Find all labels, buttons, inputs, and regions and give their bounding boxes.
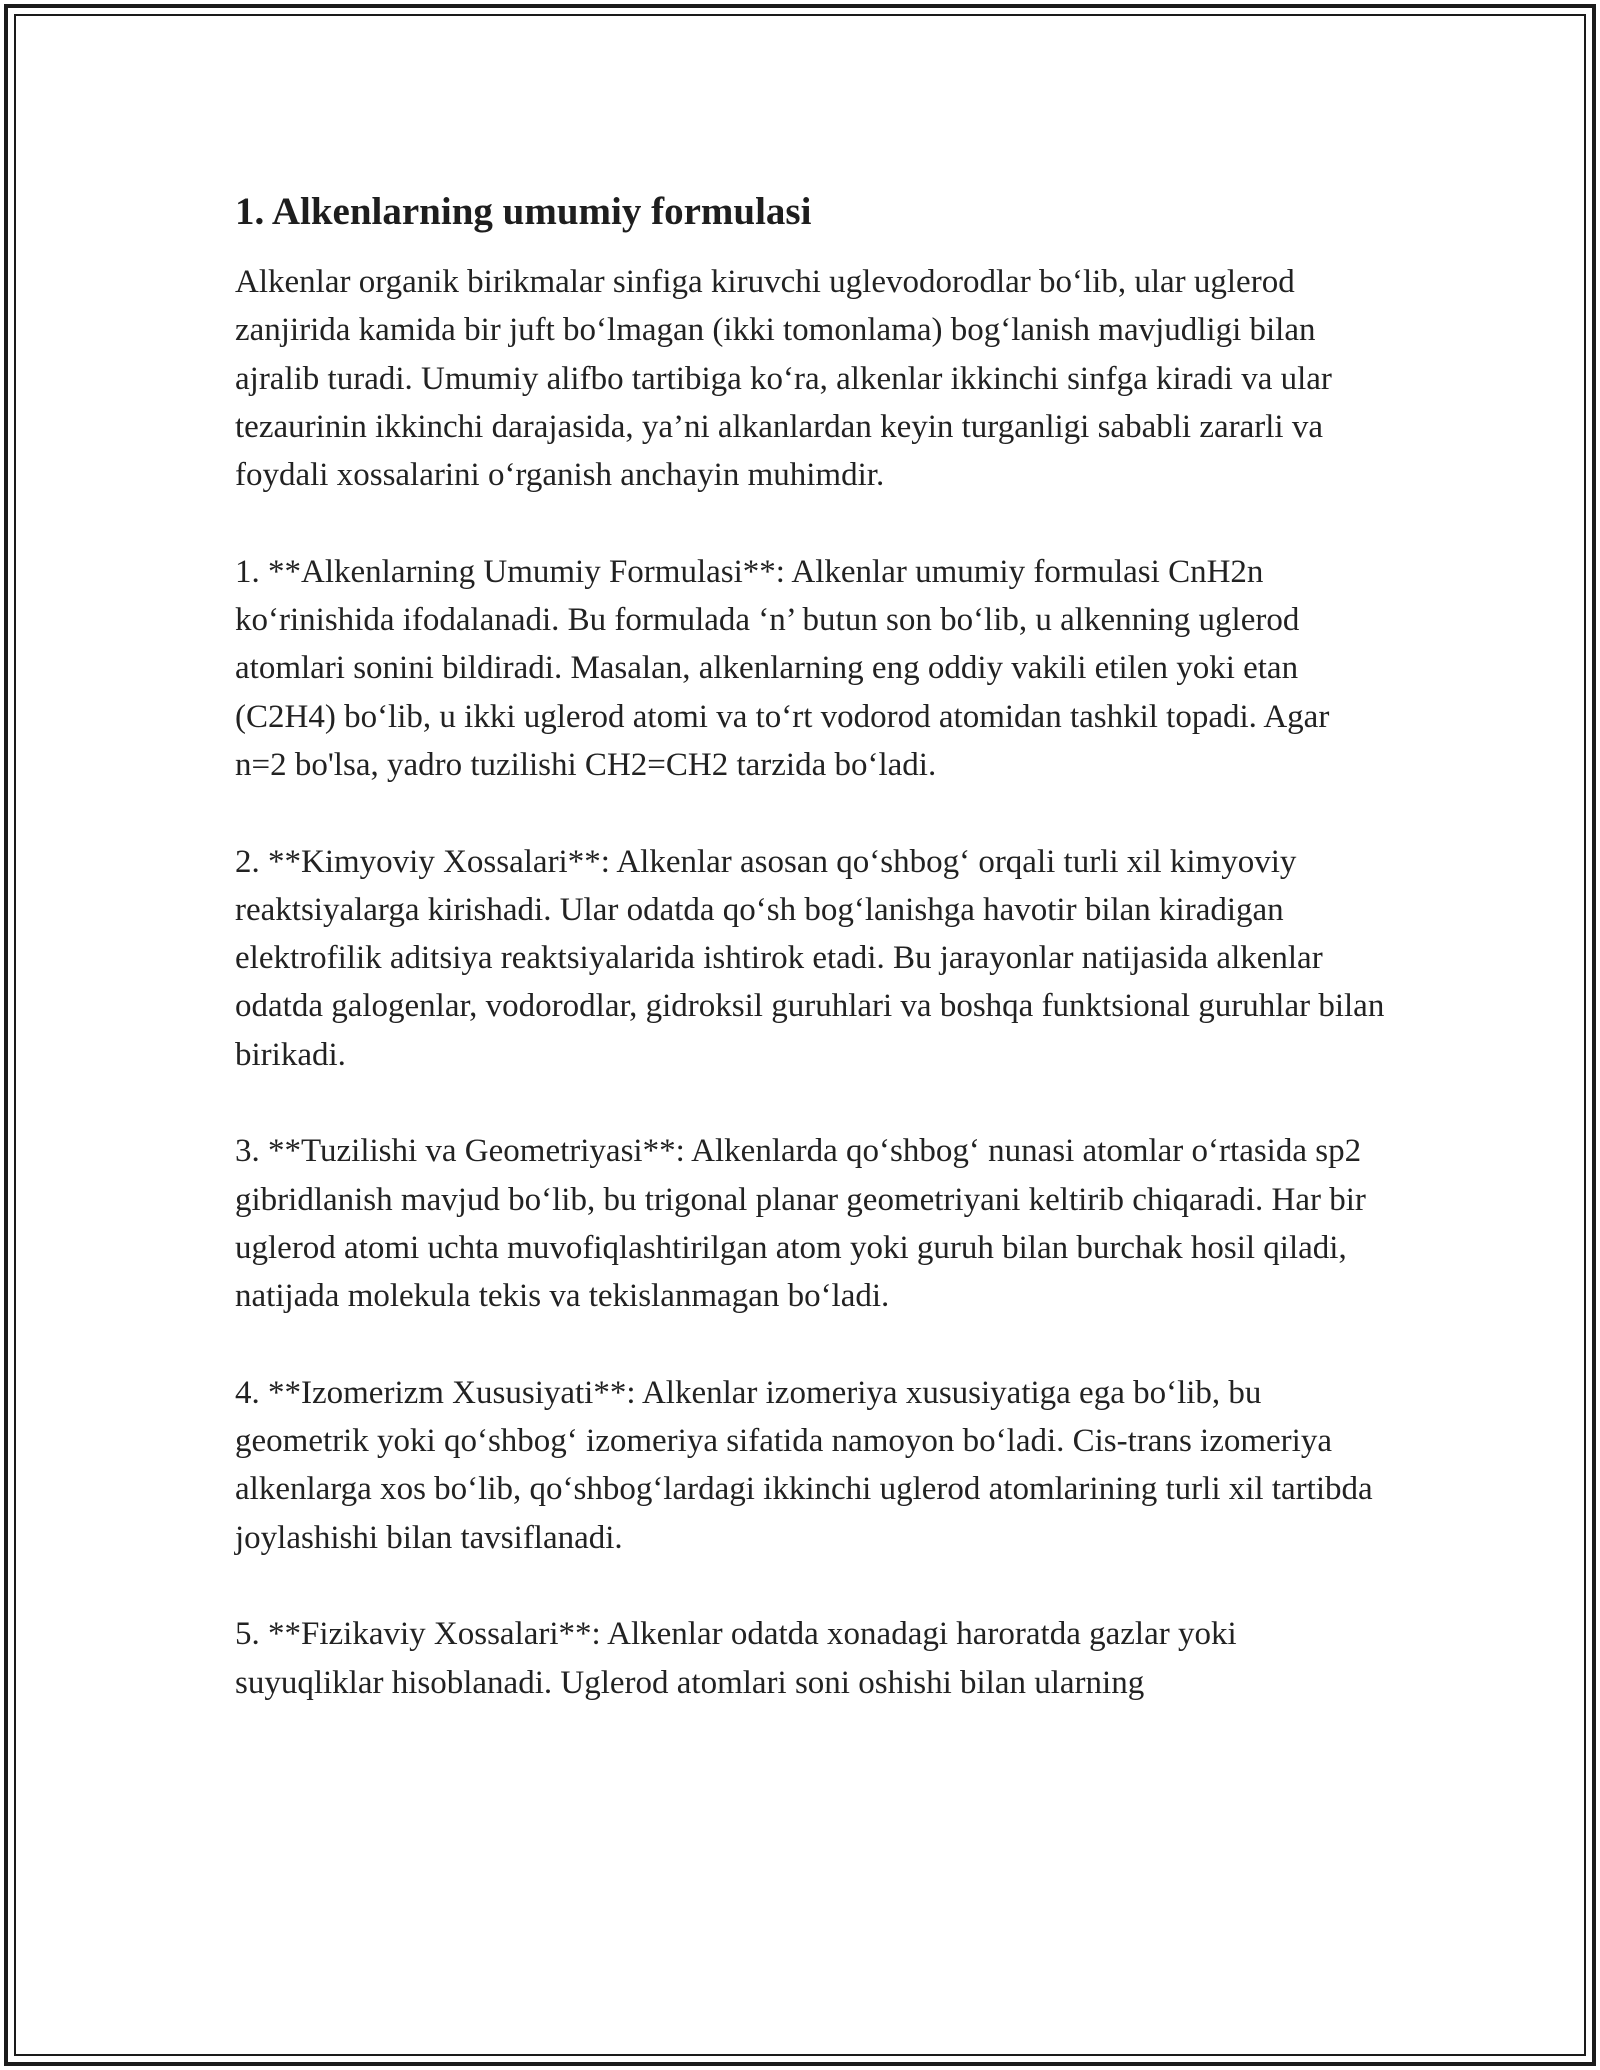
paragraph-isomerism: 4. **Izomerizm Xususiyati**: Alkenlar izomeriya xususiyatiga ega bo‘lib, bu geometrik yoki qo‘shbog‘ izomeriya sifatida namoyon bo‘ladi. Cis-trans izomeriya alkenlarga xos bo‘lib, qo‘shbog‘lardagi ikkinchi uglerod atomlarining turli xil tartibda joylashishi bilan tavsiflanadi.: [235, 1374, 1373, 1556]
paragraph-structure-geometry: 3. **Tuzilishi va Geometriyasi**: Alkenlarda qo‘shbog‘ nunasi atomlar o‘rtasida sp2 gibridlanish mavjud bo‘lib, bu trigonal planar geometriyani keltirib chiqaradi. Har bir uglerod atomi uchta muvofiqlashtirilgan atom yoki guruh bilan burchak hosil qiladi, natijada molekula tekis va tekislanmagan bo‘ladi.: [235, 1133, 1366, 1315]
paragraph-chemical-properties: 2. **Kimyoviy Xossalari**: Alkenlar asosan qo‘shbog‘ orqali turli xil kimyoviy reaktsiyalarga kirishadi. Ular odatda qo‘sh bog‘lanishga havotir bilan kiradigan elektrofilik aditsiya reaktsiyalarida ishtirok etadi. Bu jarayonlar natijasida alkenlar odatda galogenlar, vodorodlar, gidroksil guruhlari va boshqa funktsional guruhlar bilan birikadi.: [235, 843, 1385, 1073]
paragraph-intro: Alkenlar organik birikmalar sinfiga kiruvchi uglevodorodlar bo‘lib, ular uglerod zanjirida kamida bir juft bo‘lmagan (ikki tomonlama) bog‘lanish mavjudligi bilan ajralib turadi. Umumiy alifbo tartibiga ko‘ra, alkenlar ikkinchi sinfga kiradi va ular tezaurinin ikkinchi darajasida, ya’ni alkanlardan keyin turganligi sababli zararli va foydali xossalarini o‘rganish anchayin muhimdir.: [235, 264, 1332, 494]
paragraph-general-formula: 1. **Alkenlarning Umumiy Formulasi**: Alkenlar umumiy formulasi CnH2n ko‘rinishida ifodalanadi. Bu formulada ‘n’ butun son bo‘lib, u alkenning uglerod atomlari sonini bildiradi. Masalan, alkenlarning eng oddiy vakili etilen yoki etan (C2H4) bo‘lib, u ikki uglerod atomi va to‘rt vodorod atomidan tashkil topadi. Agar n=2 bo'lsa, yadro tuzilishi CH2=CH2 tarzida bo‘ladi.: [235, 553, 1330, 783]
section-heading: 1. Alkenlarning umumiy formulasi: [235, 190, 812, 233]
paragraph-physical-properties: 5. **Fizikaviy Xossalari**: Alkenlar odatda xonadagi haroratda gazlar yoki suyuqliklar hisoblanadi. Uglerod atomlari soni oshishi bilan ularning: [235, 1616, 1237, 1701]
document-body: [235, 186, 1385, 1707]
